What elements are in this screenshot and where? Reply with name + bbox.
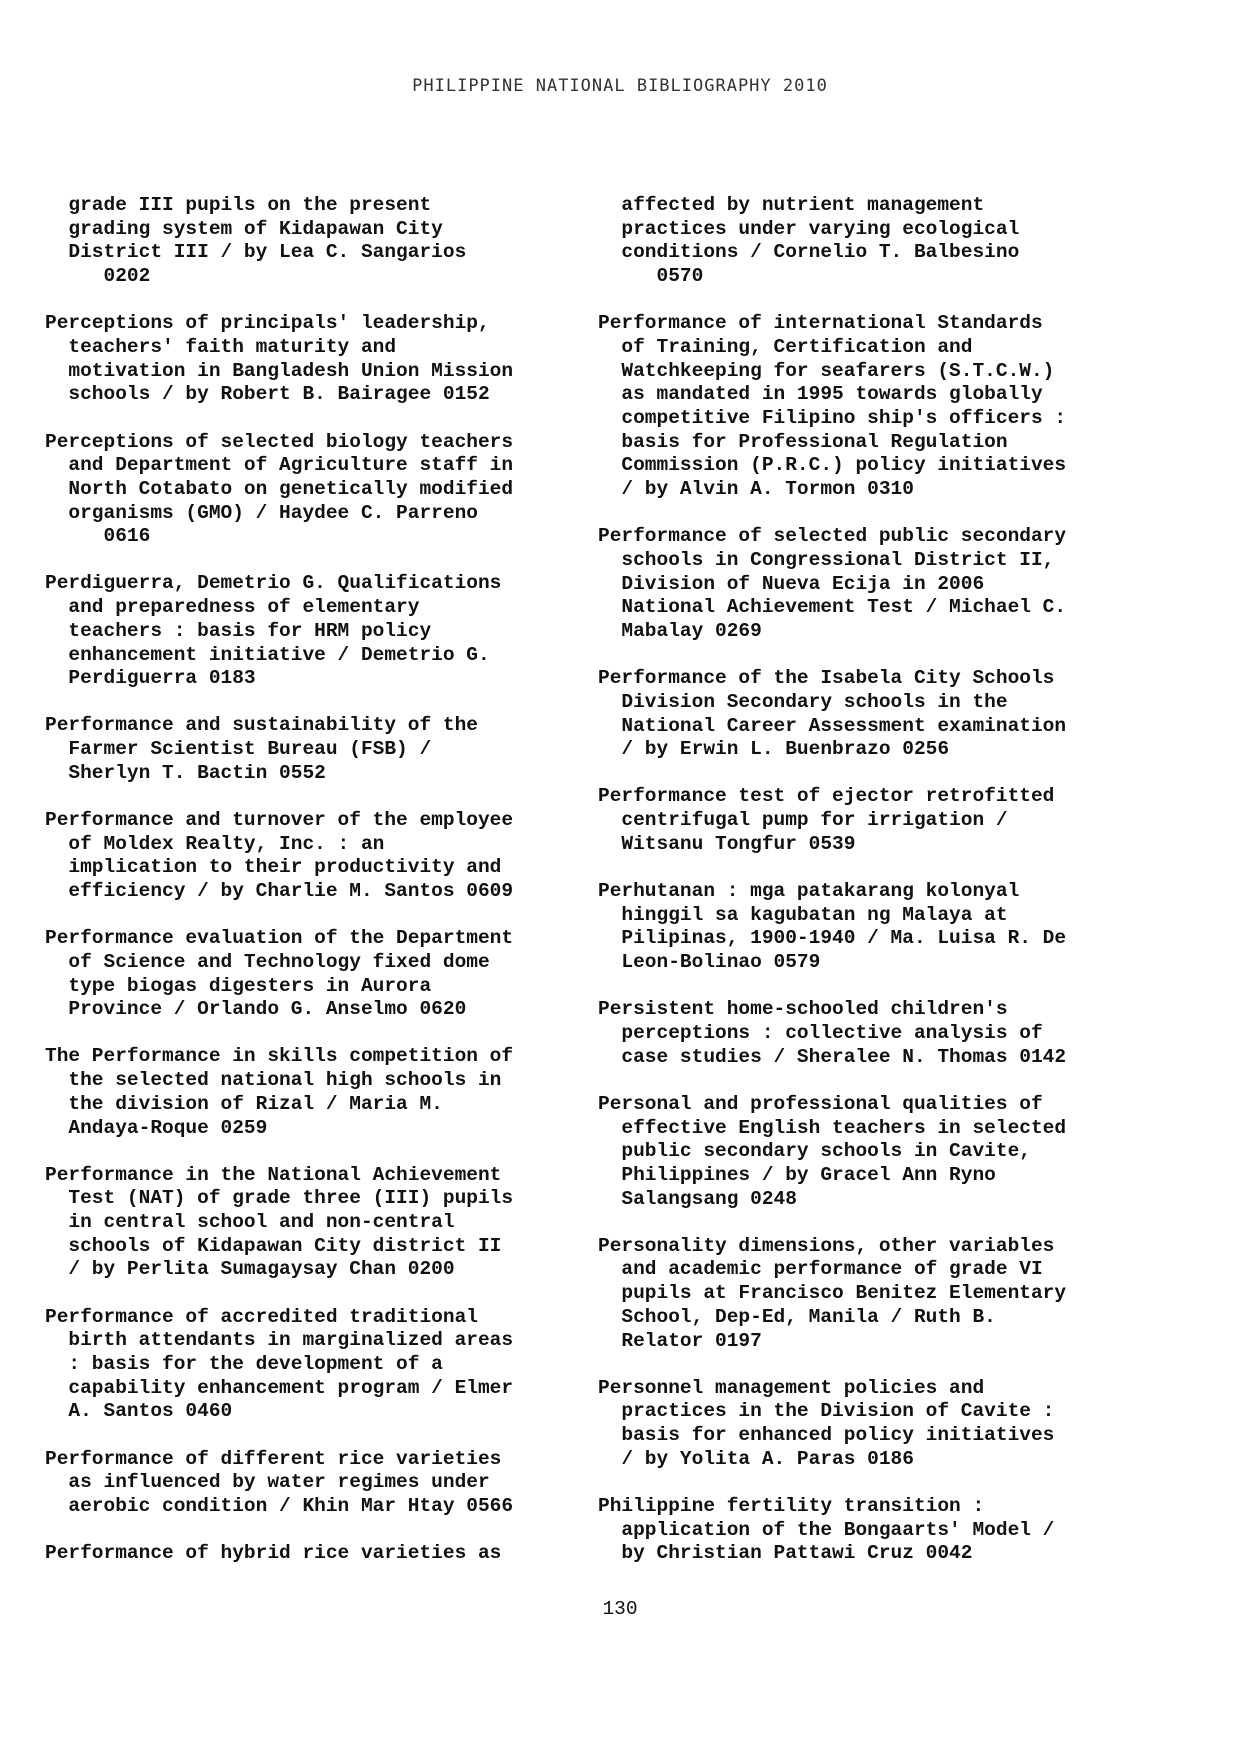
entry-line: the division of Rizal / Maria M.	[45, 1092, 443, 1115]
entry-line: teachers : basis for HRM policy	[45, 619, 432, 642]
entry-line: Performance evaluation of the Department	[45, 927, 514, 950]
entry-line: Perdiguerra, Demetrio G. Qualifications	[45, 572, 502, 595]
entry-line: teachers' faith maturity and	[45, 335, 397, 358]
bibliography-entry	[598, 880, 1118, 975]
entry-line: implication to their productivity and	[45, 856, 502, 879]
entry-line: Performance and turnover of the employee	[45, 808, 514, 831]
entry-line: Performance of different rice varieties	[45, 1447, 502, 1470]
entry-line: basis for enhanced policy initiatives	[598, 1424, 1055, 1447]
bibliography-entry	[45, 194, 565, 289]
bibliography-entry	[598, 194, 1118, 289]
entry-line: as mandated in 1995 towards globally	[598, 383, 1043, 406]
entry-line: hinggil sa kagubatan ng Malaya at	[598, 903, 1008, 926]
entry-line: Perceptions of selected biology teachers	[45, 430, 514, 453]
entry-line: Performance of selected public secondary	[598, 525, 1067, 548]
running-header: PHILIPPINE NATIONAL BIBLIOGRAPHY 2010	[412, 76, 828, 96]
entry-line: Leon-Bolinao 0579	[598, 951, 821, 974]
entry-line: Performance in the National Achievement	[45, 1163, 502, 1186]
entry-line: National Achievement Test / Michael C.	[598, 596, 1067, 619]
entry-line: Performance of international Standards	[598, 312, 1043, 335]
right-column	[598, 194, 1118, 1590]
entry-line: and preparedness of elementary	[45, 596, 420, 619]
entry-line: / by Alvin A. Tormon 0310	[598, 478, 914, 501]
entry-line: application of the Bongaarts' Model /	[598, 1518, 1055, 1541]
entry-line: Division of Nueva Ecija in 2006	[598, 572, 985, 595]
entry-line: 0616	[45, 525, 151, 548]
entry-line: Personality dimensions, other variables	[598, 1234, 1055, 1257]
entry-line: / by Erwin L. Buenbrazo 0256	[598, 738, 950, 761]
entry-line: Performance of the Isabela City Schools	[598, 667, 1055, 690]
entry-line: centrifugal pump for irrigation /	[598, 809, 1008, 832]
entry-line: : basis for the development of a	[45, 1353, 443, 1375]
entry-line: efficiency / by Charlie M. Santos 0609	[45, 880, 514, 902]
entry-line: competitive Filipino ship's officers :	[598, 407, 1067, 429]
entry-line: Andaya-Roque 0259	[45, 1116, 268, 1139]
entry-line: Mabalay 0269	[598, 620, 762, 642]
entry-line: case studies / Sheralee N. Thomas 0142	[598, 1045, 1067, 1068]
entry-line: of Science and Technology fixed dome	[45, 950, 490, 973]
entry-line: birth attendants in marginalized areas	[45, 1329, 514, 1352]
entry-line: National Career Assessment examination	[598, 714, 1067, 737]
entry-line: schools / by Robert B. Bairagee 0152	[45, 383, 490, 406]
entry-line: as influenced by water regimes under	[45, 1471, 490, 1494]
entry-line: practices under varying ecological	[598, 217, 1020, 240]
entry-line: Test (NAT) of grade three (III) pupils	[45, 1187, 514, 1210]
entry-line: enhancement initiative / Demetrio G.	[45, 643, 490, 666]
entry-line: Performance test of ejector retrofitted	[598, 785, 1055, 808]
entry-line: Performance of hybrid rice varieties as	[45, 1542, 502, 1565]
entry-line: Philippine fertility transition :	[598, 1494, 985, 1517]
entry-line: Personnel management policies and	[598, 1376, 985, 1399]
bibliography-entry	[45, 1306, 565, 1424]
entry-line: Relator 0197	[598, 1329, 762, 1352]
entry-line: conditions / Cornelio T. Balbesino	[598, 241, 1020, 264]
entry-line: organisms (GMO) / Haydee C. Parreno	[45, 501, 478, 524]
entry-line: pupils at Francisco Benitez Elementary	[598, 1282, 1067, 1305]
entry-line: Salangsang 0248	[598, 1187, 797, 1210]
entry-line: Persistent home-schooled children's	[598, 998, 1008, 1021]
bibliography-entry	[45, 809, 565, 904]
entry-line: of Moldex Realty, Inc. : an	[45, 832, 385, 855]
entry-line: Philippines / by Gracel Ann Ryno	[598, 1163, 996, 1186]
entry-line: 0570	[598, 265, 704, 288]
entry-line: Performance and sustainability of the	[45, 714, 478, 737]
entry-line: practices in the Division of Cavite :	[598, 1400, 1055, 1423]
bibliography-entry	[598, 785, 1118, 856]
entry-line: A. Santos 0460	[45, 1400, 233, 1423]
entry-line: capability enhancement program / Elmer	[45, 1376, 514, 1399]
entry-line: public secondary schools in Cavite,	[598, 1140, 1031, 1163]
bibliography-entry	[45, 1542, 565, 1566]
entry-line: of Training, Certification and	[598, 335, 973, 358]
entry-line: Commission (P.R.C.) policy initiatives	[598, 454, 1067, 477]
entry-line: the selected national high schools in	[45, 1069, 502, 1092]
entry-line: schools in Congressional District II,	[598, 548, 1055, 571]
bibliography-entry	[45, 714, 565, 785]
entry-line: Performance of accredited traditional	[45, 1305, 478, 1328]
entry-line: by Christian Pattawi Cruz 0042	[598, 1542, 973, 1565]
entry-line: type biogas digesters in Aurora	[45, 974, 432, 997]
entry-line: grading system of Kidapawan City	[45, 217, 443, 240]
entry-line: and Department of Agriculture staff in	[45, 454, 514, 477]
entry-line: affected by nutrient management	[598, 194, 985, 216]
bibliography-entry	[598, 525, 1118, 643]
bibliography-entry	[45, 572, 565, 690]
entry-line: Witsanu Tongfur 0539	[598, 832, 856, 855]
entry-line: Division Secondary schools in the	[598, 690, 1008, 713]
entry-line: Farmer Scientist Bureau (FSB) /	[45, 738, 432, 761]
entry-line: District III / by Lea C. Sangarios	[45, 241, 467, 264]
entry-line: Perhutanan : mga patakarang kolonyal	[598, 880, 1020, 902]
bibliography-entry	[598, 1495, 1118, 1566]
entry-line: motivation in Bangladesh Union Mission	[45, 359, 514, 382]
bibliography-entry	[598, 1235, 1118, 1353]
entry-line: aerobic condition / Khin Mar Htay 0566	[45, 1494, 514, 1517]
entry-line: The Performance in skills competition of	[45, 1045, 514, 1068]
bibliography-entry	[598, 1093, 1118, 1211]
entry-line: in central school and non-central	[45, 1211, 455, 1234]
bibliography-entry	[598, 1377, 1118, 1472]
entry-line: Sherlyn T. Bactin 0552	[45, 761, 326, 784]
bibliography-entry	[45, 312, 565, 407]
bibliography-entry	[598, 998, 1118, 1069]
entry-line: effective English teachers in selected	[598, 1116, 1067, 1139]
entry-line: and academic performance of grade VI	[598, 1258, 1043, 1281]
page-number: 130	[602, 1598, 638, 1620]
entry-line: perceptions : collective analysis of	[598, 1021, 1043, 1044]
entry-line: Province / Orlando G. Anselmo 0620	[45, 998, 467, 1021]
entry-line: basis for Professional Regulation	[598, 430, 1008, 453]
bibliography-entry	[45, 927, 565, 1022]
entry-line: Watchkeeping for seafarers (S.T.C.W.)	[598, 359, 1055, 382]
bibliography-entry	[598, 667, 1118, 762]
entry-line: grade III pupils on the present	[45, 194, 432, 216]
entry-line: School, Dep-Ed, Manila / Ruth B.	[598, 1305, 996, 1328]
entry-line: 0202	[45, 265, 151, 288]
bibliography-entry	[45, 431, 565, 549]
entry-line: Perdiguerra 0183	[45, 667, 256, 690]
entry-line: North Cotabato on genetically modified	[45, 477, 514, 500]
entry-line: schools of Kidapawan City district II	[45, 1234, 502, 1257]
entry-line: Personal and professional qualities of	[598, 1092, 1043, 1115]
bibliography-entry	[45, 1045, 565, 1140]
entry-line: Pilipinas, 1900-1940 / Ma. Luisa R. De	[598, 927, 1067, 950]
bibliography-entry	[45, 1448, 565, 1519]
entry-line: Perceptions of principals' leadership,	[45, 312, 490, 335]
entry-line: / by Perlita Sumagaysay Chan 0200	[45, 1258, 455, 1281]
entry-line: / by Yolita A. Paras 0186	[598, 1447, 914, 1470]
left-column	[45, 194, 565, 1589]
bibliography-entry	[45, 1164, 565, 1282]
bibliography-entry	[598, 312, 1118, 502]
